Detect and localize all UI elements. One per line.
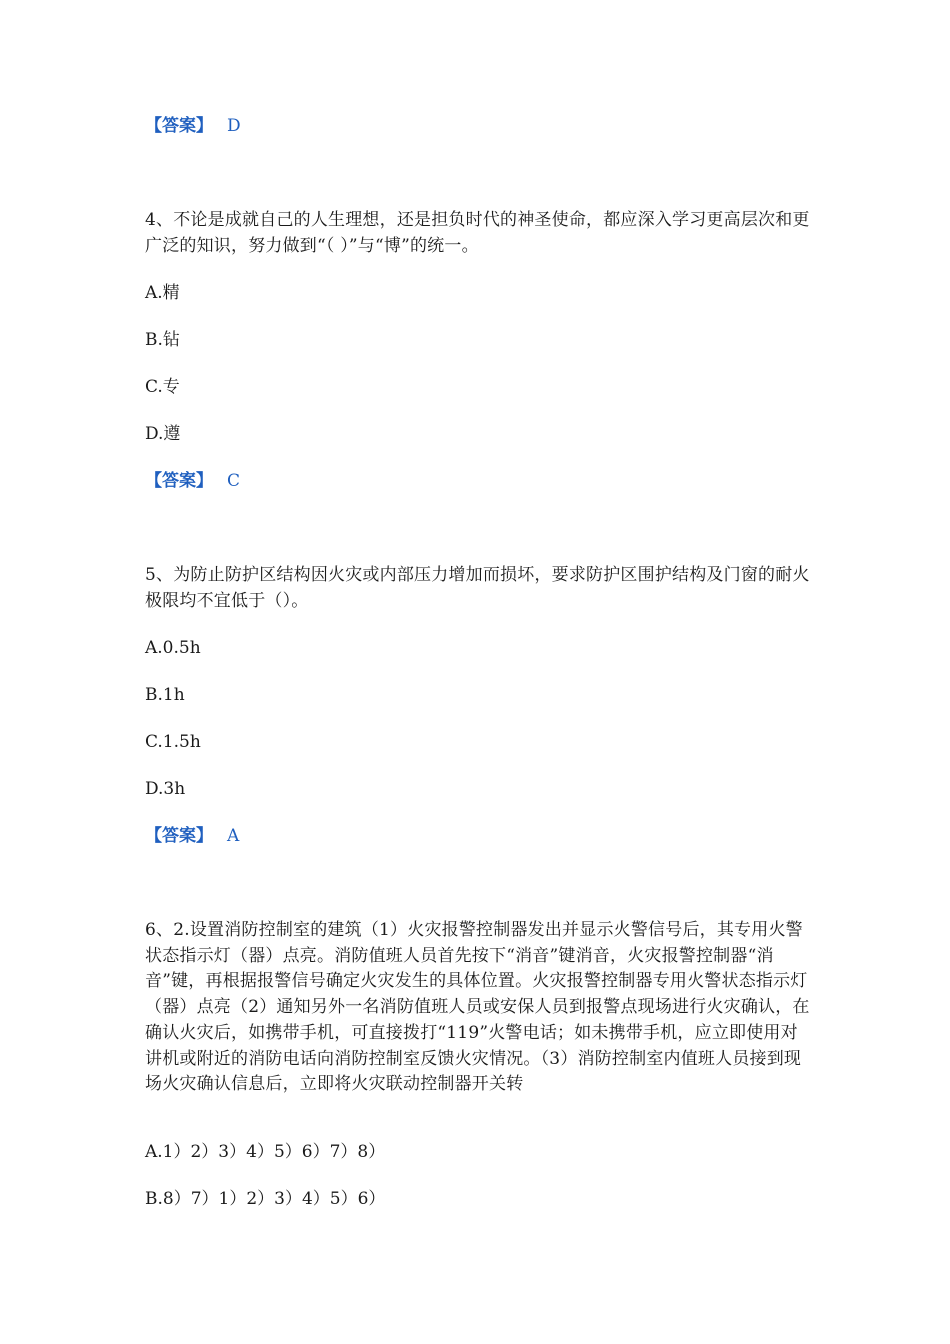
question-4-option-d: D.遵	[145, 424, 181, 444]
answer-tag: 【答案】	[145, 116, 213, 136]
question-6-stem: 6、2.设置消防控制室的建筑（1）火灾报警控制器发出并显示火警信号后，其专用火警状态指示灯（器）点亮。消防值班人员首先按下“消音”键消音，火灾报警控制器“消音”键，再根据报警信号确定火灾发生的具体位置。火灾报警控制器专用火警状态指示灯（器）点亮（2）通知另外一名消防值班人员或安保人员到报警点现场进行火灾确认，在确认火灾后，如携带手机，可直接拨打“119”火警电话；如未携带手机，应立即使用对讲机或附近的消防电话向消防控制室反馈火灾情况。（3）消防控制室内值班人员接到现场火灾确认信息后，立即将火灾联动控制器开关转	[145, 920, 810, 1095]
question-4-stem: 4、不论是成就自己的人生理想，还是担负时代的神圣使命，都应深入学习更高层次和更广泛的知识，努力做到“（ ）”与“博”的统一。	[145, 210, 810, 256]
answer-value: A	[227, 826, 240, 846]
question-5-option-c: C.1.5h	[145, 732, 201, 752]
question-4-option-a: A.精	[145, 283, 180, 303]
question-4-option-b: B.钻	[145, 330, 180, 350]
answer-tag: 【答案】	[145, 826, 213, 846]
question-5-option-b: B.1h	[145, 685, 185, 705]
answer-value: C	[227, 471, 241, 491]
question-5-stem: 5、为防止防护区结构因火灾或内部压力增加而损坏，要求防护区围护结构及门窗的耐火极限均不宜低于（）。	[145, 565, 810, 611]
question-5-option-d: D.3h	[145, 779, 186, 799]
answer-value: D	[227, 116, 241, 136]
answer-line-q3	[145, 114, 815, 139]
question-5-option-a: A.0.5h	[145, 638, 201, 658]
answer-tag: 【答案】	[145, 471, 213, 491]
question-4-option-c: C.专	[145, 377, 180, 397]
answer-line-q4	[145, 469, 815, 494]
question-6-option-a: A.1）2）3）4）5）6）7）8）	[145, 1142, 386, 1162]
answer-line-q5	[145, 824, 815, 849]
question-6-option-b: B.8）7）1）2）3）4）5）6）	[145, 1189, 386, 1209]
